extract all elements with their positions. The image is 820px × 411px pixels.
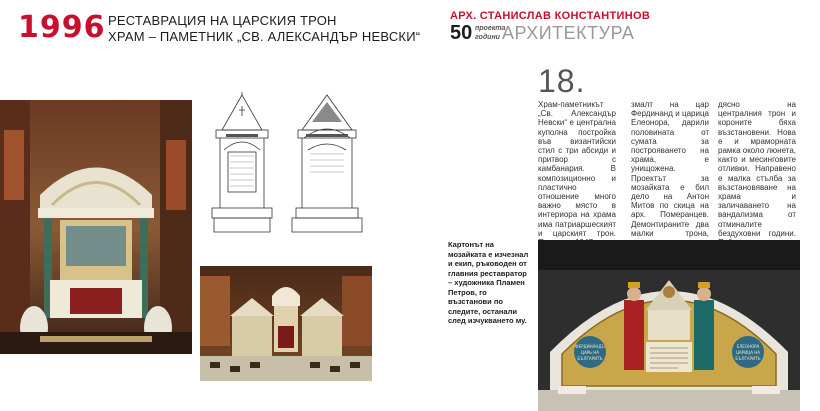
brand-block — [450, 10, 650, 50]
text-column-2: змалт на цар Фердинанд и царица Елеонора, дарили половината от сумата за построяването на храма, е унищожена. Проектът за мозайката е бил дело на Антон Митов по скица на арх. Померанцев. Демонтираните два малки трона, — [631, 100, 709, 238]
brand-author: АРХ. СТАНИСЛАВ КОНСТАНТИНОВ — [450, 10, 651, 22]
title-line-2: ХРАМ – ПАМЕТНИК „СВ. АЛЕКСАНДЪР НЕВСКИ“ — [108, 29, 421, 44]
svg-text:ЕЛЕОНОРА: ЕЛЕОНОРА — [736, 344, 760, 349]
brand-word-years: години — [475, 34, 500, 41]
text-column-3: дясно на централния трон и короните бяха възстановени. Нова е и мраморната рамка около люнета, както и месинговите отливки. Направено е малка стълба за възстановяване на храма и заличаването на вандализма от отминалите бездуховни години. — [718, 100, 797, 238]
mosaic-caption: Картонът на мозайката е изчезнал и екип, ръководен от главния реставратор – художника Пламен Петров, го възстанови по следите, останали след изчукването му. — [448, 240, 529, 325]
article-number: 18. — [538, 63, 586, 99]
year-title: 1996 — [18, 10, 106, 45]
interior-throne-photo — [0, 100, 192, 354]
page-title — [108, 13, 420, 45]
svg-text:БЪЛГАРИТѢ: БЪЛГАРИТѢ — [735, 356, 761, 361]
title-line-1: РЕСТАВРАЦИЯ НА ЦАРСКИЯ ТРОН — [108, 13, 337, 28]
svg-text:БЪЛГАРИТѢ: БЪЛГАРИТѢ — [577, 356, 603, 361]
svg-text:ЦАРИЦА НА: ЦАРИЦА НА — [735, 350, 761, 355]
brand-architecture: АРХИТЕКТУРА — [502, 23, 635, 43]
brand-word-projects: проекта — [475, 25, 506, 32]
canopy-throne-photo — [200, 266, 372, 381]
text-column-1: Храм-паметникът „Св. Александър Невски“ е централна куполна постройка във византийски стил с три абсиди и притвор с камбанария. В композиционно и пластично отношение много важно място в интериора на храма има патриаршеският и царският трон. — [538, 100, 616, 238]
svg-text:ФЕРДИНАНДЪ: ФЕРДИНАНДЪ — [575, 344, 605, 349]
brand-number: 50 — [450, 22, 473, 44]
svg-text:ЦАРЬ НА: ЦАРЬ НА — [580, 350, 600, 355]
lunette-mosaic-photo — [538, 240, 800, 411]
architectural-drawing — [202, 90, 372, 245]
